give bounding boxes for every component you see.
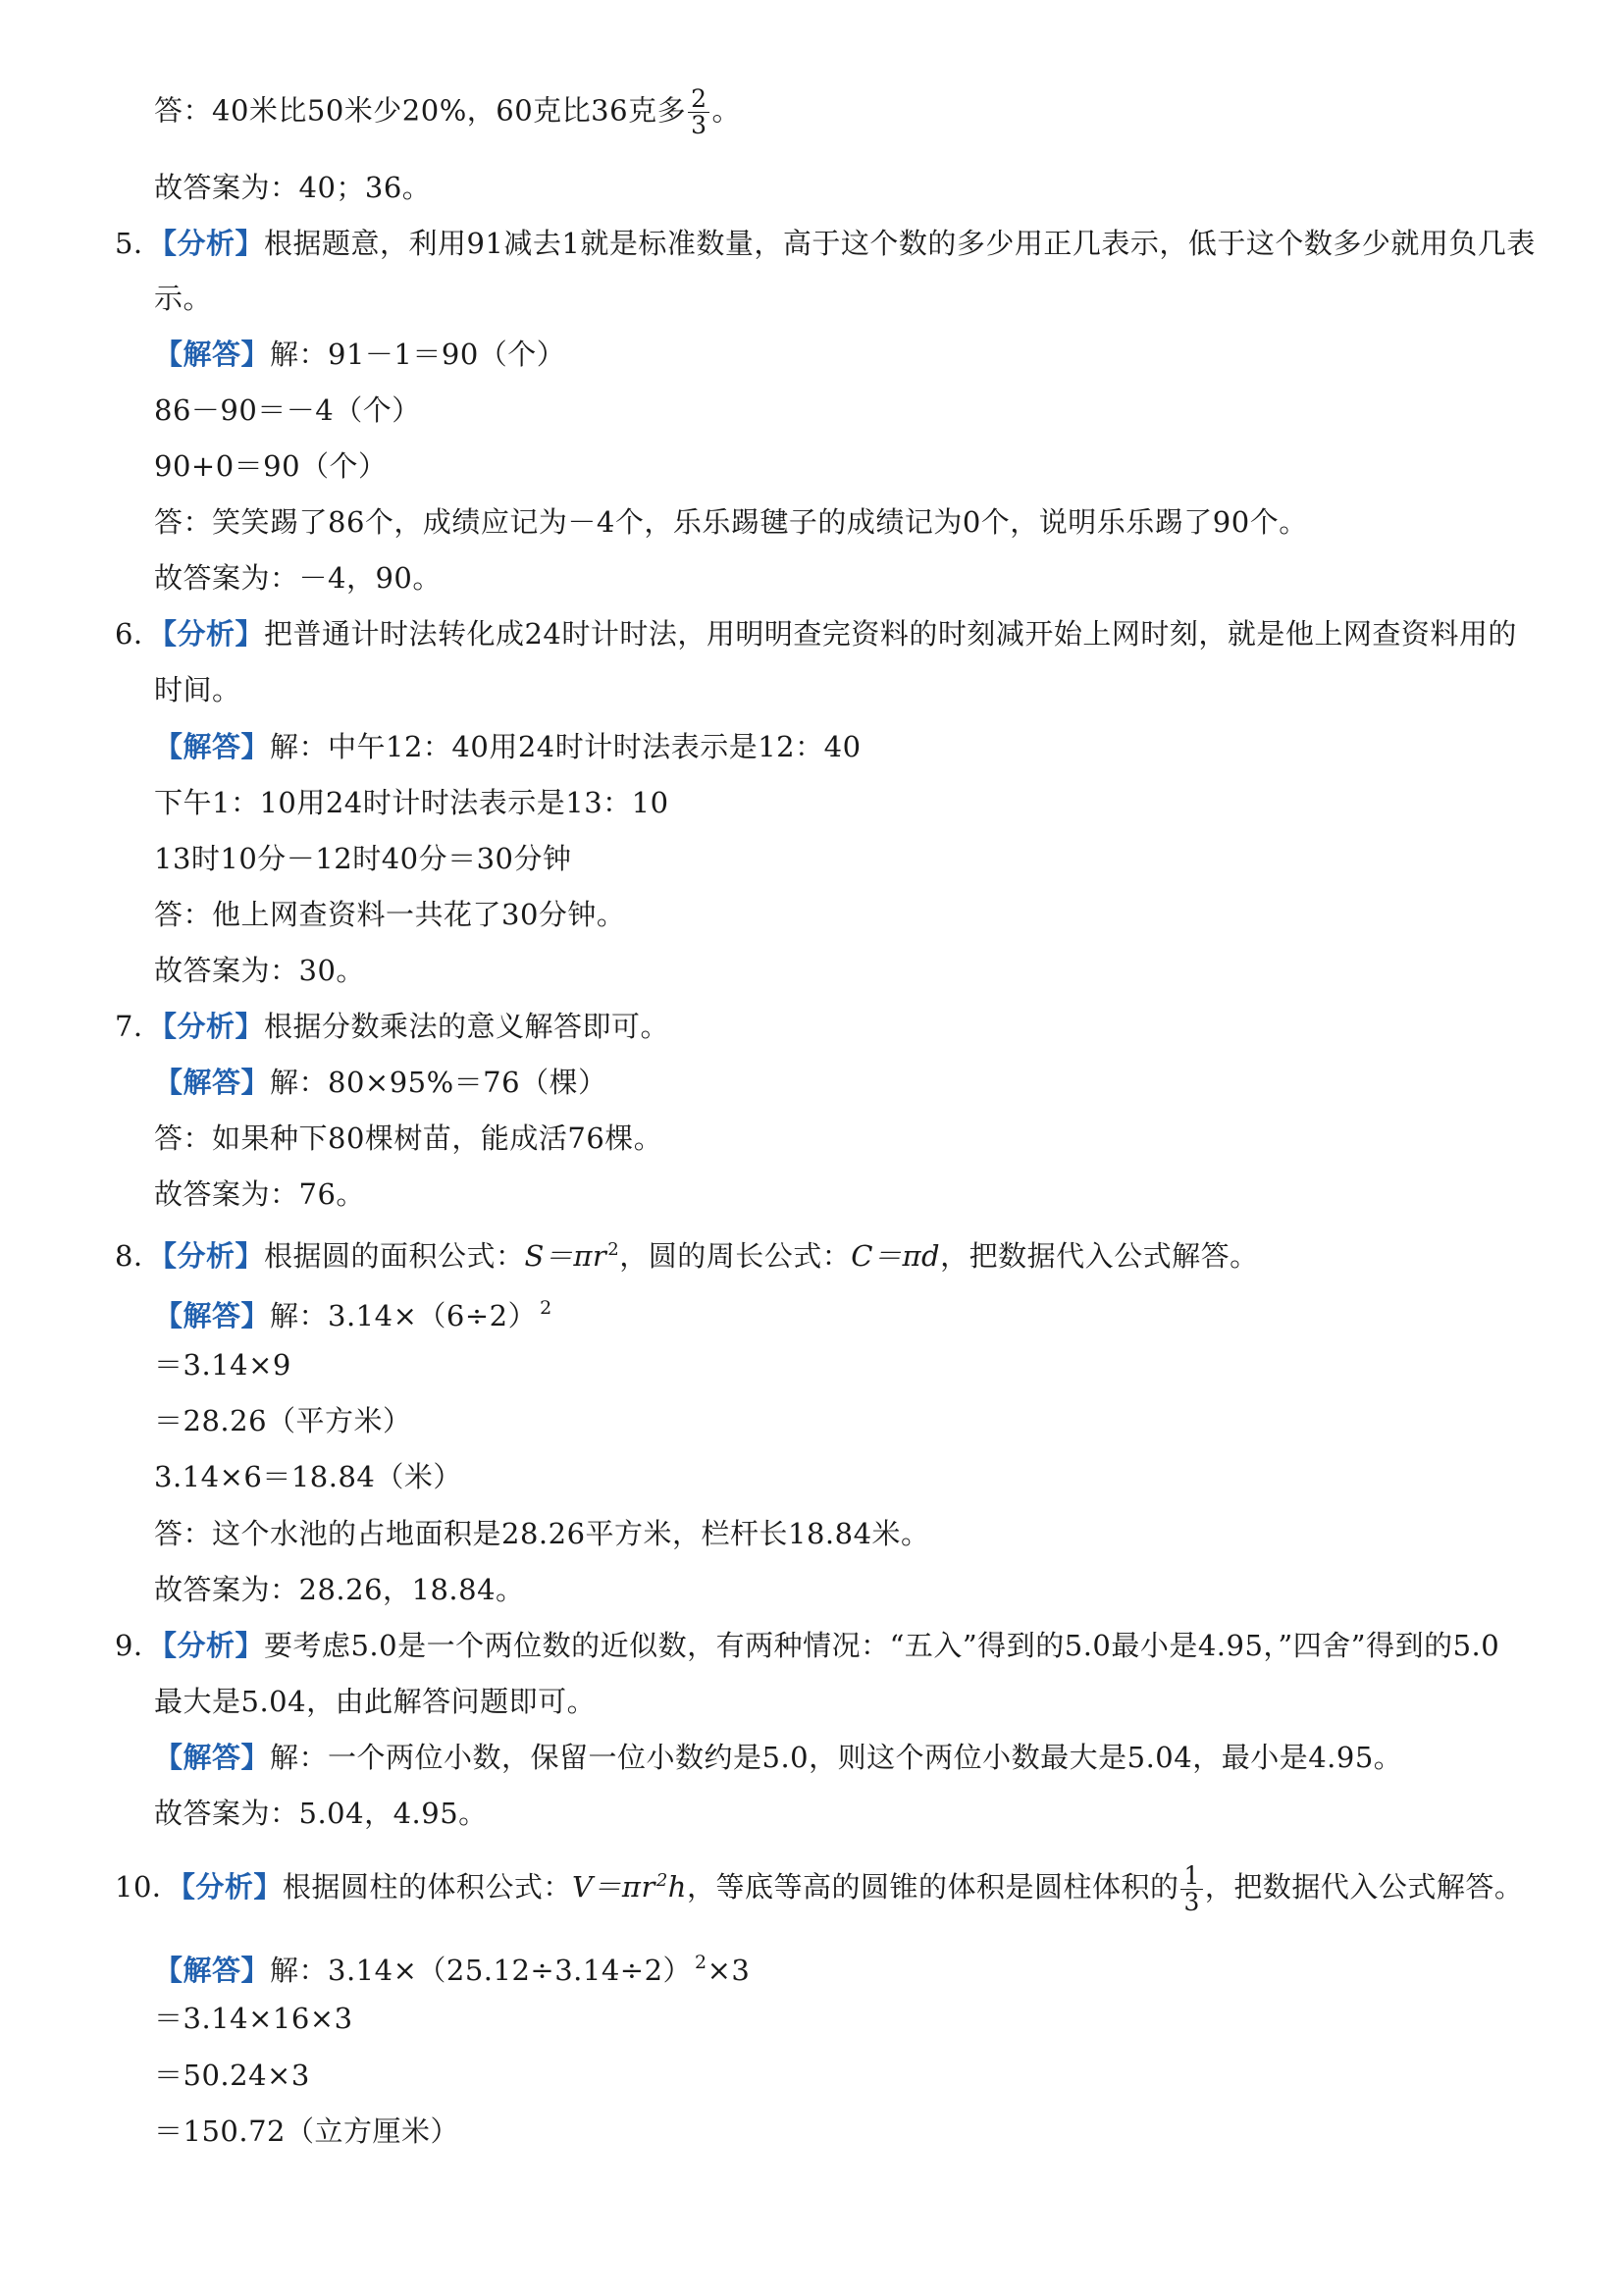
p7-analysis: 7．【分析】根据分数乘法的意义解答即可。: [115, 1010, 669, 1043]
p6-number: 6．: [115, 617, 163, 651]
p10-step-1: ＝3.14×16×3: [154, 2002, 353, 2035]
analysis-tag: 【分析】: [162, 227, 264, 260]
p10-number: 10．: [115, 1870, 182, 1904]
p8-step-1: ＝3.14×9: [154, 1348, 291, 1382]
p7-answer: 答：如果种下80棵树苗，能成活76棵。: [154, 1122, 663, 1155]
p9-analysis-line-2: 最大是5.04，由此解答问题即可。: [154, 1685, 597, 1718]
p5-answer: 答：笑笑踢了86个，成绩应记为－4个，乐乐踢毽子的成绩记为0个，说明乐乐踢了90个。: [154, 505, 1308, 539]
p9-number: 9．: [115, 1629, 163, 1662]
p6-step-1: 下午1：10用24时计时法表示是13：10: [154, 786, 669, 819]
p10-step-3: ＝150.72（立方厘米）: [154, 2114, 459, 2148]
p8-answer: 答：这个水池的占地面积是28.26平方米，栏杆长18.84米。: [154, 1517, 930, 1550]
p7-final-answer: 故答案为：76。: [154, 1177, 365, 1211]
p5-step-2: 90+0＝90（个）: [154, 449, 388, 483]
solution-tag: 【解答】: [154, 1954, 271, 1987]
p8-final-answer: 故答案为：28.26，18.84。: [154, 1573, 525, 1606]
p6-solution: 【解答】解：中午12：40用24时计时法表示是12：40: [154, 730, 862, 763]
analysis-tag: 【分析】: [162, 1239, 264, 1273]
analysis-tag: 【分析】: [162, 1629, 264, 1662]
solution-tag: 【解答】: [154, 1299, 271, 1332]
p10-step-2: ＝50.24×3: [154, 2059, 310, 2092]
p9-final-answer: 故答案为：5.04，4.95。: [154, 1797, 488, 1830]
p6-answer: 答：他上网查资料一共花了30分钟。: [154, 898, 626, 931]
p5-final-answer: 故答案为：－4，90。: [154, 561, 442, 595]
volume-formula: $V=\pi r^2h$: [571, 1870, 687, 1904]
circumference-formula: C＝πd: [851, 1239, 941, 1273]
fraction-one-third: $\frac{1}{3}$: [1180, 1863, 1202, 1915]
p8-number: 8．: [115, 1239, 163, 1273]
analysis-tag: 【分析】: [181, 1870, 283, 1904]
area-formula: S＝πr: [524, 1239, 607, 1273]
solution-tag: 【解答】: [154, 730, 271, 763]
p9-solution: 【解答】解：一个两位小数，保留一位小数约是5.0，则这个两位小数最大是5.04，最小是4.95。: [154, 1741, 1403, 1774]
solution-tag: 【解答】: [154, 338, 271, 371]
fraction-two-thirds: $\frac{2}{3}$: [688, 86, 709, 138]
p6-analysis-line-2: 时间。: [154, 673, 241, 706]
p6-step-2: 13时10分－12时40分＝30分钟: [154, 842, 572, 875]
p6-final-answer: 故答案为：30。: [154, 954, 365, 987]
p6-analysis-line-1: 6．【分析】把普通计时法转化成24时计时法，用明明查完资料的时刻减开始上网时刻，就是他上网查资料用的: [115, 617, 1517, 651]
p7-number: 7．: [115, 1010, 163, 1043]
p4-final-answer: 故答案为：40；36。: [154, 171, 432, 204]
analysis-tag: 【分析】: [162, 1010, 264, 1043]
p10-analysis: 10．【分析】根据圆柱的体积公式：$V=\pi r^2h$，等底等高的圆锥的体积是圆柱体积的 $\frac{1}{3}$ ，把数据代入公式解答。: [115, 1860, 1524, 1916]
p8-step-2: ＝28.26（平方米）: [154, 1404, 412, 1437]
p9-analysis-line-1: 9．【分析】要考虑5.0是一个两位数的近似数，有两种情况：“五入”得到的5.0最小是4.95，”四舍”得到的5.0: [115, 1629, 1500, 1662]
p5-step-1: 86－90＝－4（个）: [154, 393, 421, 427]
p8-step-3: 3.14×6＝18.84（米）: [154, 1460, 462, 1493]
p5-solution: 【解答】解：91－1＝90（个）: [154, 338, 566, 371]
p8-analysis: 8．【分析】根据圆的面积公式：$S=\pi r^2$，圆的周长公式：C＝πd，把数据代入公式解答。: [115, 1239, 1259, 1273]
analysis-tag: 【分析】: [162, 617, 264, 651]
solution-tag: 【解答】: [154, 1066, 271, 1099]
p5-analysis-line-1: 5．【分析】根据题意，利用91减去1就是标准数量，高于这个数的多少用正几表示，低于这个数多少就用负几表: [115, 227, 1536, 260]
p7-solution: 【解答】解：80×95%＝76（棵）: [154, 1066, 607, 1099]
p4-answer: 答：40米比50米少20%，60克比36克多 $\frac{2}{3}$ 。: [154, 84, 741, 139]
p10-solution: 【解答】解：3.14×（25.12÷3.14÷2） $^2$×3: [154, 1952, 751, 1987]
p5-number: 5．: [115, 227, 163, 260]
p5-analysis-line-2: 示。: [154, 282, 213, 315]
solution-tag: 【解答】: [154, 1741, 271, 1774]
p8-solution: 【解答】解：3.14×（6÷2） $^2$: [154, 1297, 552, 1332]
